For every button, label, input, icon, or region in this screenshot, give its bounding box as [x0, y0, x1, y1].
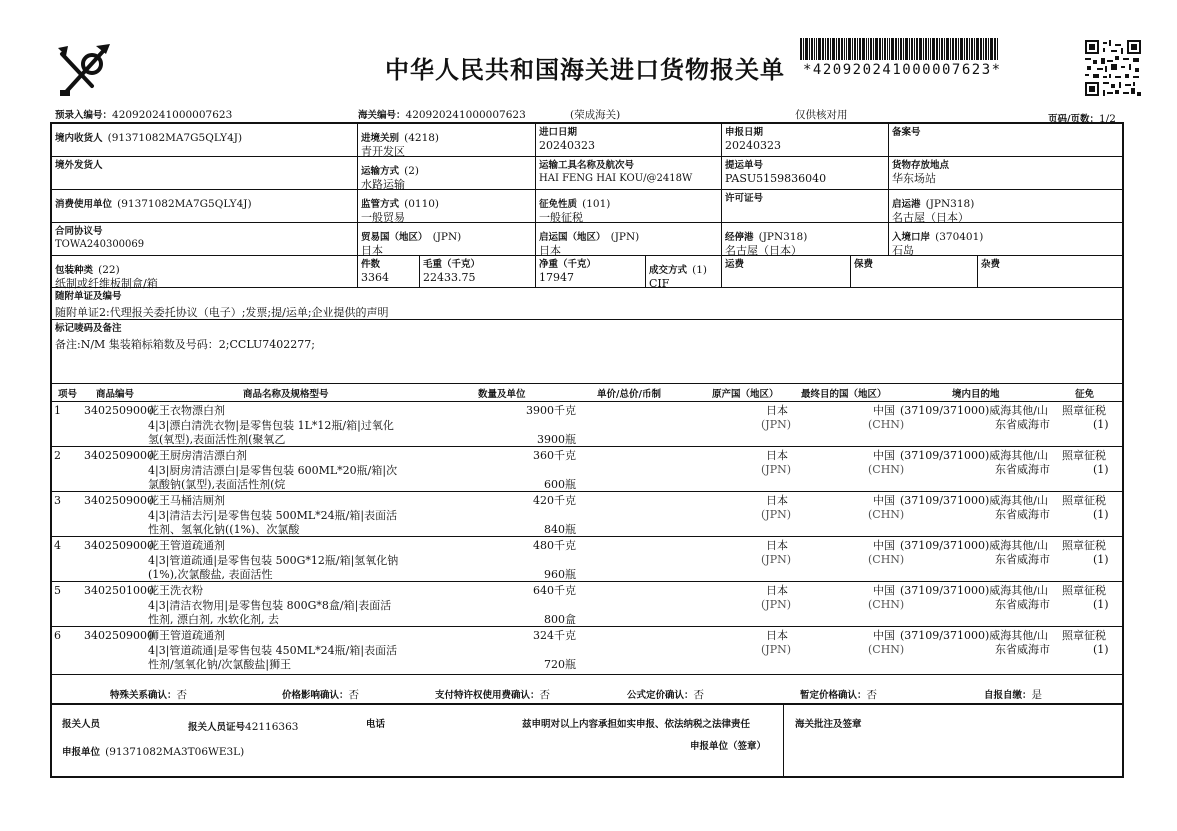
pack-type-cell: 包装种类 (22) 纸制或纤维板制盒/箱	[55, 264, 158, 290]
item-domestic-dest-line2: 东省威海市	[995, 553, 1050, 566]
declaring-unit: 申报单位 (91371082MA3T06WE3L)	[62, 746, 245, 758]
transport-mode-cell: 运输方式 (2) 水路运输	[361, 165, 419, 191]
levy-nature-cell: 征免性质 (101) 一般征税	[539, 198, 611, 224]
customs-name: (荣成海关)	[570, 109, 621, 121]
customs-emblem-icon	[52, 40, 118, 100]
row-divider	[51, 581, 1123, 582]
item-name: 花王衣物漂白剂	[148, 404, 225, 417]
formula-price-confirm: 公式定价确认：否	[627, 689, 705, 701]
item-levy-code: (1)	[1093, 598, 1109, 611]
item-origin: 日本	[766, 494, 788, 507]
item-domestic-dest: (37109/371000)威海其他/山	[900, 404, 1048, 417]
item-qty-declared: 960瓶	[544, 568, 576, 581]
trade-country-cell: 贸易国（地区） (JPN) 日本	[361, 231, 462, 257]
document-title: 中华人民共和国海关进口货物报关单	[385, 56, 785, 84]
origin-country-cell: 启运国（地区） (JPN) 日本	[539, 231, 640, 257]
royalty-confirm: 支付特许权使用费确认：否	[435, 689, 551, 701]
item-qty-legal: 640千克	[533, 584, 576, 597]
item-destination: 中国	[873, 494, 895, 507]
col-price: 单价/总价/币制	[597, 389, 661, 400]
col-origin: 原产国（地区）	[712, 389, 779, 400]
entry-place-cell: 入境口岸 (370401) 石岛	[892, 231, 984, 257]
vessel-cell: 运输工具名称及航次号 HAI FENG HAI KOU/@2418W	[539, 160, 693, 184]
item-spec-line2: (1%),次氯酸盐, 表面活性	[148, 568, 273, 581]
item-qty-declared: 840瓶	[544, 523, 576, 536]
item-name: 狮王管道疏通剂	[148, 629, 225, 642]
item-spec-line1: 4|3|漂白清洗衣物|是零售包装 1L*12瓶/箱|过氧化	[148, 419, 394, 432]
item-destination-code: (CHN)	[868, 418, 905, 431]
col-destination: 最终目的国（地区）	[801, 389, 887, 400]
preentry-number: 预录入编号：420920241000007623	[55, 109, 233, 121]
item-destination: 中国	[873, 449, 895, 462]
item-qty-declared: 800盒	[544, 613, 576, 626]
entry-port-cell: 进境关别 (4218) 青开发区	[361, 132, 440, 158]
item-spec-line2: 氢(氧型),表面活性剂(聚氧乙	[148, 433, 286, 446]
declarant-cert: 报关人员证号42116363	[188, 721, 299, 733]
item-origin-code: (JPN)	[761, 598, 792, 611]
consignee-cell: 境内收货人 (91371082MA7G5QLY4J)	[55, 132, 243, 144]
item-levy-mode: 照章征税	[1062, 494, 1106, 507]
item-destination: 中国	[873, 629, 895, 642]
col-domestic-dest: 境内目的地	[952, 389, 1000, 400]
item-levy-code: (1)	[1093, 643, 1109, 656]
item-levy-mode: 照章征税	[1062, 404, 1106, 417]
col-levy: 征免	[1075, 389, 1095, 400]
customs-sign-label: 海关批注及签章	[795, 719, 862, 730]
special-relation-confirm: 特殊关系确认：否	[110, 689, 188, 701]
item-code: 3402509000	[84, 539, 154, 552]
item-destination-code: (CHN)	[868, 643, 905, 656]
row-divider	[51, 536, 1123, 537]
item-no: 2	[54, 449, 61, 462]
item-origin: 日本	[766, 539, 788, 552]
item-spec-line1: 4|3|管道疏通|是零售包装 450ML*24瓶/箱|表面活	[148, 644, 398, 657]
net-weight-cell: 净重（千克） 17947	[539, 259, 597, 284]
item-domestic-dest: (37109/371000)威海其他/山	[900, 584, 1048, 597]
deal-mode-cell: 成交方式 (1) CIF	[649, 264, 707, 290]
item-domestic-dest-line2: 东省威海市	[995, 418, 1050, 431]
item-spec-line2: 性剂/氢氧化钠/次氯酸盐|狮王	[148, 658, 292, 671]
item-origin-code: (JPN)	[761, 508, 792, 521]
item-code: 3402509000	[84, 449, 154, 462]
declarant-label: 报关人员	[62, 719, 101, 730]
barcode-text: *420920241000007623*	[803, 62, 1002, 78]
item-destination: 中国	[873, 584, 895, 597]
item-levy-code: (1)	[1093, 553, 1109, 566]
item-code: 3402501000	[84, 584, 154, 597]
unit-seal-label: 申报单位（签章）	[690, 741, 767, 752]
item-spec-line1: 4|3|管道疏通|是零售包装 500G*12瓶/箱|氢氧化钠	[148, 554, 399, 567]
item-destination-code: (CHN)	[868, 508, 905, 521]
item-qty-legal: 480千克	[533, 539, 576, 552]
col-quantity: 数量及单位	[478, 389, 526, 400]
item-spec-line2: 性剂, 漂白剂, 水软化剂, 去	[148, 613, 279, 626]
item-origin: 日本	[766, 404, 788, 417]
item-domestic-dest-line2: 东省威海市	[995, 463, 1050, 476]
supervision-cell: 监管方式 (0110) 一般贸易	[361, 198, 440, 224]
provisional-price-confirm: 暂定价格确认：否	[800, 689, 878, 701]
item-origin: 日本	[766, 584, 788, 597]
page-indicator: 页码/页数：1/2	[1048, 113, 1116, 125]
item-destination: 中国	[873, 404, 895, 417]
item-levy-code: (1)	[1093, 463, 1109, 476]
item-spec-line2: 性剂、氢氧化钠((1%)、次氯酸	[148, 523, 300, 536]
item-domestic-dest: (37109/371000)威海其他/山	[900, 539, 1048, 552]
item-name: 花王管道疏通剂	[148, 539, 225, 552]
item-qty-legal: 420千克	[533, 494, 576, 507]
qr-code-icon	[1085, 40, 1141, 96]
verify-note: 仅供核对用	[795, 109, 848, 121]
item-origin: 日本	[766, 449, 788, 462]
col-item-no: 项号	[58, 389, 78, 400]
consumer-cell: 消费使用单位 (91371082MA7G5QLY4J)	[55, 198, 252, 210]
item-name: 花王马桶洁厕剂	[148, 494, 225, 507]
item-qty-legal: 3900千克	[526, 404, 576, 417]
item-no: 1	[54, 404, 61, 417]
storage-cell: 货物存放地点 华东场站	[892, 160, 950, 185]
license-cell: 许可证号	[725, 193, 764, 204]
item-qty-declared: 3900瓶	[537, 433, 576, 446]
item-destination-code: (CHN)	[868, 463, 905, 476]
item-spec-line2: 氯酸钠(氯型),表面活性剂(烷	[148, 478, 286, 491]
item-origin-code: (JPN)	[761, 643, 792, 656]
import-date-cell: 进口日期 20240323	[539, 127, 595, 152]
item-name: 花王厨房清洁漂白剂	[148, 449, 247, 462]
marks-remarks-cell: 标记唛码及备注 备注:N/M 集装箱标箱数及号码：2;CCLU7402277;	[55, 323, 316, 351]
item-domestic-dest: (37109/371000)威海其他/山	[900, 449, 1048, 462]
customs-number: 海关编号：420920241000007623	[358, 109, 526, 121]
departure-port-cell: 启运港 (JPN318) 名古屋（日本）	[892, 198, 975, 224]
item-qty-legal: 360千克	[533, 449, 576, 462]
price-influence-confirm: 价格影响确认：否	[282, 689, 360, 701]
item-code: 3402509000	[84, 494, 154, 507]
misc-fee-cell: 杂费	[981, 259, 1001, 270]
barcode	[800, 38, 1070, 60]
col-goods-name: 商品名称及规格型号	[243, 389, 329, 400]
attached-docs-cell: 随附单证及编号 随附单证2:代理报关委托协议（电子）;发票;提/运单;企业提供的声明	[55, 291, 389, 319]
self-pay-confirm: 自报自缴：是	[984, 689, 1043, 701]
item-no: 3	[54, 494, 61, 507]
item-no: 5	[54, 584, 61, 597]
item-origin-code: (JPN)	[761, 463, 792, 476]
item-spec-line1: 4|3|清洁衣物用|是零售包装 800G*8盒/箱|表面活	[148, 599, 392, 612]
item-domestic-dest: (37109/371000)威海其他/山	[900, 494, 1048, 507]
item-domestic-dest-line2: 东省威海市	[995, 508, 1050, 521]
item-domestic-dest: (37109/371000)威海其他/山	[900, 629, 1048, 642]
phone-label: 电话	[366, 719, 386, 730]
col-goods-code: 商品编号	[96, 389, 135, 400]
item-destination-code: (CHN)	[868, 553, 905, 566]
item-qty-legal: 324千克	[533, 629, 576, 642]
declaration-statement: 兹申明对以上内容承担如实申报、依法纳税之法律责任	[522, 719, 751, 730]
item-code: 3402509000	[84, 629, 154, 642]
item-origin-code: (JPN)	[761, 418, 792, 431]
item-name: 花王洗衣粉	[148, 584, 203, 597]
row-divider	[51, 446, 1123, 447]
item-no: 6	[54, 629, 61, 642]
item-qty-declared: 600瓶	[544, 478, 576, 491]
declare-date-cell: 申报日期 20240323	[725, 127, 781, 152]
item-levy-mode: 照章征税	[1062, 539, 1106, 552]
item-destination: 中国	[873, 539, 895, 552]
item-code: 3402509000	[84, 404, 154, 417]
item-destination-code: (CHN)	[868, 598, 905, 611]
shipper-cell: 境外发货人	[55, 160, 103, 171]
item-spec-line1: 4|3|厨房清洁漂白|是零售包装 600ML*20瓶/箱|次	[148, 464, 398, 477]
item-levy-mode: 照章征税	[1062, 449, 1106, 462]
item-qty-declared: 720瓶	[544, 658, 576, 671]
bill-cell: 提运单号 PASU5159836040	[725, 160, 827, 185]
item-levy-mode: 照章征税	[1062, 629, 1106, 642]
record-no-cell: 备案号	[892, 127, 921, 138]
item-origin-code: (JPN)	[761, 553, 792, 566]
row-divider	[51, 626, 1123, 627]
item-levy-code: (1)	[1093, 508, 1109, 521]
gross-weight-cell: 毛重（千克） 22433.75	[423, 259, 481, 284]
item-origin: 日本	[766, 629, 788, 642]
item-domestic-dest-line2: 东省威海市	[995, 598, 1050, 611]
pieces-cell: 件数 3364	[361, 259, 389, 284]
item-levy-code: (1)	[1093, 418, 1109, 431]
item-domestic-dest-line2: 东省威海市	[995, 643, 1050, 656]
row-divider	[51, 491, 1123, 492]
insurance-cell: 保费	[854, 259, 874, 270]
freight-cell: 运费	[725, 259, 745, 270]
transit-port-cell: 经停港 (JPN318) 名古屋（日本）	[725, 231, 808, 257]
item-spec-line1: 4|3|清洁去污|是零售包装 500ML*24瓶/箱|表面活	[148, 509, 398, 522]
item-levy-mode: 照章征税	[1062, 584, 1106, 597]
item-no: 4	[54, 539, 61, 552]
contract-cell: 合同协议号 TOWA240300069	[55, 226, 145, 250]
